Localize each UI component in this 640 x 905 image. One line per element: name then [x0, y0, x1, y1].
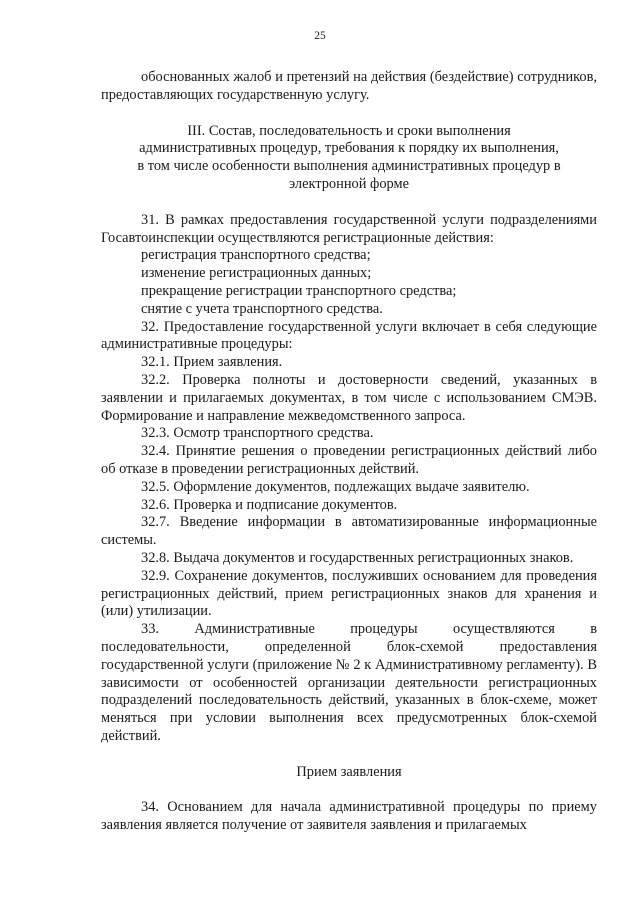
list-item: прекращение регистрации транспортного средства; — [141, 282, 457, 299]
section-heading — [101, 123, 597, 194]
paragraph-31: 31. В рамках предоставления государственной услуги подразделениями Госавтоинспекции осуществляются регистрационные действия: — [101, 211, 597, 246]
clause-32-8: 32.8. Выдача документов и государственных регистрационных знаков. — [141, 549, 574, 566]
clause-32-2: 32.2. Проверка полноты и достоверности сведений, указанных в заявлении и прилагаемых документах, в том числе с использованием СМЭВ. Формирование и направление межведомственного запроса. — [101, 371, 597, 424]
subheading-application-intake: Прием заявления — [296, 763, 402, 780]
page-number: 25 — [314, 30, 326, 42]
paragraph-32: 32. Предоставление государственной услуги включает в себя следующие административные процедуры: — [101, 318, 597, 353]
paragraph-34: 34. Основанием для начала административной процедуры по приему заявления является получение от заявителя заявления и прилагаемых — [101, 799, 597, 834]
paragraph-33: 33. Административные процедуры осуществляются в последовательности, определенной блок-схемой предоставления государственной услуги (приложение № 2 к Административному регламенту). В зависимости от особенностей организации деятельности регистрационных подразделений последовательность действий, указанных в блок-схеме, может меняться при условии выполнения всех предусмотренных блок-схемой действий. — [101, 621, 597, 744]
section-heading-line: электронной форме — [288, 175, 410, 192]
clause-32-1: 32.1. Прием заявления. — [141, 354, 283, 371]
intro-paragraph: обоснованных жалоб и претензий на действия (бездействие) сотрудников, предоставляющих государственную услугу. — [101, 69, 597, 103]
clause-32-5: 32.5. Оформление документов, подлежащих выдаче заявителю. — [141, 478, 530, 495]
section-heading-line: административных процедур, требования к порядку их выполнения, — [139, 140, 559, 157]
clause-32-3: 32.3. Осмотр транспортного средства. — [141, 425, 374, 442]
clause-32-9: 32.9. Сохранение документов, послуживших основанием для проведения регистрационных действий, прием регистрационных знаков для хранения и (или) утилизации. — [101, 567, 597, 620]
section-heading-line: в том числе особенности выполнения административных процедур в — [137, 158, 561, 175]
list-item: снятие с учета транспортного средства. — [141, 300, 383, 317]
clause-32-7: 32.7. Введение информации в автоматизированные информационные системы. — [101, 514, 597, 549]
section-heading-line: III. Состав, последовательность и сроки выполнения — [187, 122, 511, 139]
list-item: регистрация транспортного средства; — [141, 247, 371, 264]
clause-32-6: 32.6. Проверка и подписание документов. — [141, 496, 398, 513]
list-item: изменение регистрационных данных; — [141, 265, 372, 282]
page-content — [101, 69, 597, 835]
clause-32-4: 32.4. Принятие решения о проведении регистрационных действий либо об отказе в проведении регистрационных действий. — [101, 443, 597, 477]
